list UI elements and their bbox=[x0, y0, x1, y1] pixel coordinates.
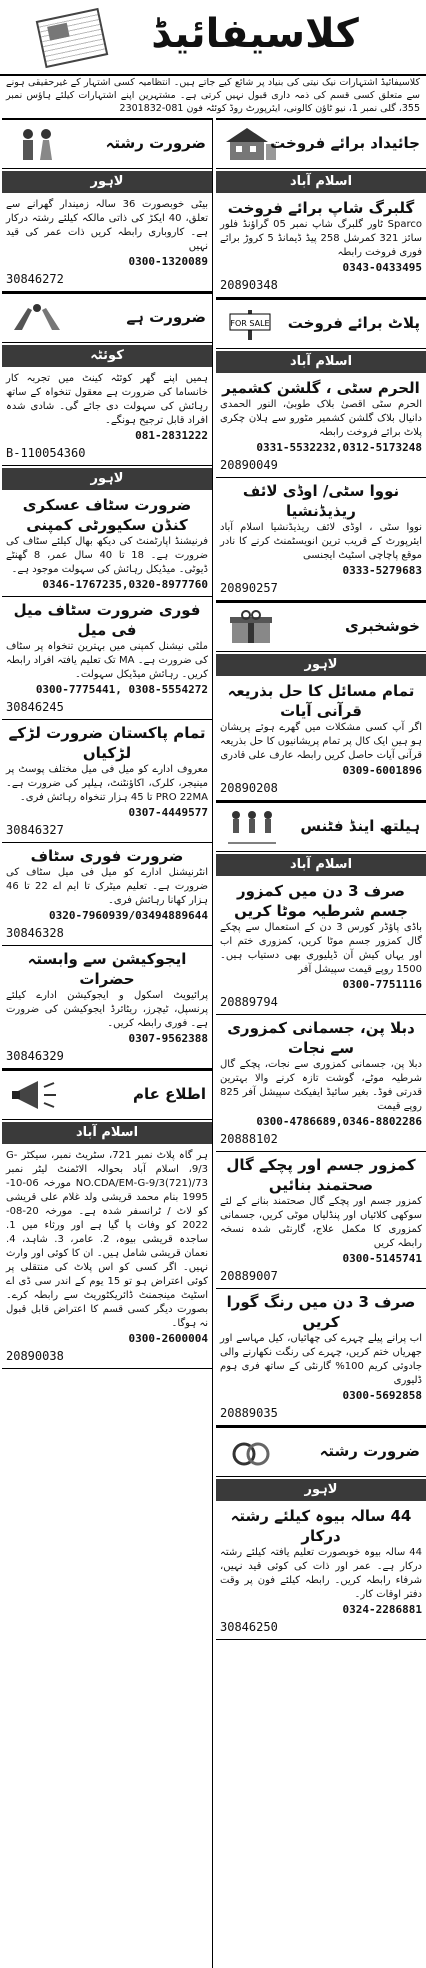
city-bar: اسلام آباد bbox=[216, 854, 426, 876]
ad-phone: 0300-7751116 bbox=[342, 978, 422, 991]
ad-code: 20890348 bbox=[220, 278, 278, 292]
classified-ad bbox=[2, 369, 212, 466]
rings-icon bbox=[222, 1434, 280, 1470]
ad-body: Sparco ٹاور گلبرگ شاپ نمبر 05 گراؤنڈ فلور سائز 321 کمرشل 258 پیڈ ڈیمانڈ 5 کروڑ برائے فوری فروخت رابطہ bbox=[220, 219, 423, 258]
classified-ad bbox=[2, 946, 212, 1069]
section-header bbox=[216, 298, 426, 349]
ad-code: 30846328 bbox=[6, 926, 64, 940]
ad-body: انٹرنیشنل ادارے کو میل فی میل سٹاف کی ضرورت ہے۔ تعلیم میٹرک تا ایم اے 22 تا 46 ہزار کھانا رہائش فری۔ bbox=[6, 867, 209, 906]
ad-phone: 0324-2286881 bbox=[342, 1603, 422, 1616]
ad-title: ایجوکیشن سے وابستہ حضرات bbox=[27, 950, 187, 988]
classified-ad bbox=[216, 1015, 426, 1152]
section-title: ضرورت رشتہ bbox=[105, 134, 206, 152]
ad-phone: 0300-7775441, 0308-5554272 bbox=[35, 683, 208, 696]
classified-ad bbox=[216, 375, 426, 478]
disclaimer-notice: کلاسیفائیڈ اشتہارات نیک نیتی کی بنیاد پر شائع کیے جاتے ہیں۔ انتظامیہ کسی اشتہار کے غیرحقیقی ہونے سے متعلق کسی قسم کی ذمہ داری قبول نہیں کرتی ہے۔ مشتہرین اپنے اشتہارات کیلئے ہاؤس نمبر 355، گلی نمبر 1، نیو ٹاؤن کالونی، ایئرپورٹ روڈ کوئٹہ فون 081-2301832 bbox=[6, 77, 420, 114]
ad-title: صرف 3 دن میں رنگ گورا کریں bbox=[226, 1293, 416, 1331]
ad-phone: 0343-0433495 bbox=[342, 261, 422, 274]
ad-title: نووا سٹی/ اوڈی لائف ریذیڈنشیا bbox=[242, 482, 400, 520]
ad-body: پرائیویٹ اسکول و ایجوکیشن ادارے کیلئے پرنسپل، ٹیچرز، ریٹائرڈ ایجوکیشن کی ضرورت ہے۔ فوری رابطہ کریں۔ bbox=[6, 990, 208, 1029]
ad-body: کمزور جسم اور پچکے گال صحتمند بنانے کے لئے سوکھی کلائیاں اور پنڈلیاں موٹی کریں، جسمانی کمزوری کا مکمل علاج، گارنٹی شدہ نسخہ رابطہ کریں bbox=[220, 1196, 422, 1249]
page-title: کلاسیفائیڈ bbox=[151, 11, 359, 57]
city-bar: کوئٹہ bbox=[2, 345, 212, 367]
city-bar: لاہور bbox=[216, 1479, 426, 1501]
city-bar: اسلام آباد bbox=[2, 1122, 212, 1144]
ad-code: 20890038 bbox=[6, 1349, 64, 1363]
ad-body: نووا سٹی ، اوڈی لائف ریذیڈنشیا اسلام آباد ایئرپورٹ کے قریب ترین انویسٹمنٹ کرنے کا نادر موقع پاچاچی اسٹیٹ ایجنسی bbox=[220, 522, 422, 561]
ad-phone: 081-2831222 bbox=[135, 429, 208, 442]
right-column bbox=[216, 118, 426, 1968]
left-column bbox=[2, 118, 212, 1968]
ad-body: اگر آپ کسی مشکلات میں گھرے ہوئے پریشان ہو ہیں ایک کال پر تمام پریشانیوں کا حل بذریعہ قرآنی آیات حاصل کریں رابطہ عارف علی قادری bbox=[220, 722, 422, 761]
ad-title: کمزور جسم اور پچکے گال صحتمند بنائیں bbox=[226, 1156, 416, 1194]
ad-phone: 0300-5692858 bbox=[342, 1389, 422, 1402]
section-title: خوشخبری bbox=[345, 617, 420, 635]
section-header bbox=[216, 118, 426, 169]
section-header bbox=[2, 118, 212, 169]
ad-code: 20890049 bbox=[220, 458, 278, 472]
ad-code: 20888102 bbox=[220, 1132, 278, 1146]
ad-title: دبلا پن، جسمانی کمزوری سے نجات bbox=[227, 1019, 415, 1057]
section-header bbox=[2, 292, 212, 343]
classified-ad bbox=[216, 195, 426, 298]
ad-phone: 0300-5145741 bbox=[342, 1252, 422, 1265]
for-sale-sign-icon bbox=[222, 306, 280, 342]
section-header bbox=[216, 801, 426, 852]
ad-title: تمام مسائل کا حل بذریعہ قرآنی آیات bbox=[227, 682, 415, 720]
city-bar: لاہور bbox=[216, 654, 426, 676]
ad-title: تمام پاکستان ضرورت لڑکے لڑکیاں bbox=[8, 724, 206, 762]
ad-body: الحرم سٹی اقصیٰ بلاک طوبیٰ، النور الحمدی دانیال بلاک گلشن کشمیر مٹورو سے ہلان چکری پلاٹ برائے فروخت رابطہ bbox=[220, 399, 422, 438]
section-title: اطلاع عام bbox=[132, 1085, 206, 1103]
ad-body: باڈی پاؤڈر کورس 3 دن کے استعمال سے پچکے گال کمزور جسم موٹا کریں، کمزوری ختم اب اور یہاں کیش آن ڈیلیوری بھی دستیاب ہیں۔ 1500 روپے قیمت سپیشل آفر bbox=[220, 922, 422, 975]
ad-title: ضرورت سٹاف عسکری کنڈن سکیورٹی کمپنی bbox=[22, 496, 192, 534]
city-bar: اسلام آباد bbox=[216, 171, 426, 193]
section-header bbox=[216, 1426, 426, 1477]
classified-ad bbox=[216, 1152, 426, 1289]
hands-icon bbox=[8, 300, 66, 336]
megaphone-icon bbox=[8, 1077, 66, 1113]
ad-phone: 0307-9562388 bbox=[128, 1032, 208, 1045]
fitness-people-icon bbox=[222, 809, 280, 845]
ad-title: 44 سالہ بیوہ کیلئے رشتہ درکار bbox=[230, 1507, 412, 1545]
classified-ad bbox=[216, 1503, 426, 1640]
ad-title: ضرورت فوری سٹاف bbox=[30, 847, 184, 865]
ad-body: 44 سالہ بیوہ خوبصورت تعلیم یافتہ کیلئے رشتہ درکار ہے۔ عمر اور ذات کی کوئی قید نہیں، شرفاء رابطہ کریں۔ رابطہ کیلئے فون پر وقت دفتر اوقات کار۔ bbox=[220, 1547, 422, 1600]
ad-title: فوری ضرورت سٹاف میل فی میل bbox=[13, 601, 201, 639]
couple-icon bbox=[8, 126, 66, 162]
page-header bbox=[0, 0, 426, 76]
classified-ad bbox=[2, 492, 212, 597]
ad-body: فرنیشنڈ اپارٹمنٹ کی دیکھ بھال کیلئے سٹاف کی ضرورت ہے۔ 18 تا 40 سال عمر، 8 گھنٹے ڈیوٹی۔ میڈیکل رہائش کی سہولت موجود ہے۔ bbox=[6, 536, 208, 575]
gift-box-icon bbox=[222, 609, 280, 645]
classified-ad bbox=[2, 597, 212, 720]
section-header bbox=[2, 1069, 212, 1120]
classified-ad bbox=[2, 195, 212, 292]
ad-code: 20889794 bbox=[220, 995, 278, 1009]
city-bar: لاہور bbox=[2, 171, 212, 193]
ad-phone: 0346-1767235,0320-8977760 bbox=[42, 578, 208, 591]
ad-code: 30846329 bbox=[6, 1049, 64, 1063]
svg-text:FOR SALE: FOR SALE bbox=[230, 319, 270, 328]
ad-code: 20889007 bbox=[220, 1269, 278, 1283]
ad-phone: 0300-1320089 bbox=[128, 255, 208, 268]
classified-ad bbox=[216, 1289, 426, 1426]
classified-ad bbox=[2, 720, 212, 843]
ad-phone: 0331-5532232,0312-5173248 bbox=[256, 441, 422, 454]
section-title: ضرورت ہے bbox=[126, 308, 206, 326]
classified-ad bbox=[2, 843, 212, 946]
ad-phone: 0333-5279683 bbox=[342, 564, 422, 577]
classified-ad bbox=[216, 678, 426, 801]
classified-ad bbox=[2, 1146, 212, 1369]
ad-title: گلبرگ شاپ برائے فروخت bbox=[227, 199, 415, 217]
ad-body: دبلا پن، جسمانی کمزوری سے نجات، پچکے گال شرطیہ موٹے، گوشت تازہ کرنے والا بہترین قدرتی فوڈ۔ بغیر سائیڈ ایفیکٹ سپیشل آفر 825 روپے قیمت bbox=[220, 1059, 422, 1112]
section-title: ضرورت رشتہ bbox=[319, 1442, 420, 1460]
ad-code: B-110054360 bbox=[6, 446, 86, 460]
section-title: جائیداد برائے فروخت bbox=[270, 134, 420, 152]
ad-phone: 0307-4449577 bbox=[128, 806, 208, 819]
ad-body: اب پرانے پیلے چہرے کی چھائیاں، کیل مہاسے اور جھریاں ختم کریں، چہرے کی رنگت نکھارنے والی جادوئی کریم 100% گارنٹی کے ساتھ فری ہوم ڈلیوری bbox=[220, 1333, 422, 1386]
section-header bbox=[216, 601, 426, 652]
ad-body: ہمیں اپنے گھر کوئٹہ کینٹ میں تجربہ کار خانساما کی ضرورت ہے معقول تنخواہ کے ساتھ رہائش کی سہولت دی جائے گی۔ شادی شدہ افراد قابل ترجیح ہونگے۔ bbox=[6, 373, 208, 426]
ad-code: 20890208 bbox=[220, 781, 278, 795]
ad-code: 20889035 bbox=[220, 1406, 278, 1420]
ad-code: 30846272 bbox=[6, 272, 64, 286]
ad-code: 30846245 bbox=[6, 700, 64, 714]
ad-code: 30846250 bbox=[220, 1620, 278, 1634]
ad-code: 20890257 bbox=[220, 581, 278, 595]
ad-phone: 0309-6001896 bbox=[342, 764, 422, 777]
city-bar: لاہور bbox=[2, 468, 212, 490]
ad-code: 30846327 bbox=[6, 823, 64, 837]
ad-phone: 0300-2600004 bbox=[128, 1332, 208, 1345]
section-title: پلاٹ برائے فروخت bbox=[287, 314, 420, 332]
ad-phone: 0300-4786689,0346-8802286 bbox=[256, 1115, 422, 1128]
ad-body: بیٹی خوبصورت 36 سالہ زمیندار گھرانے سے تعلق، 40 ایکڑ کی ذاتی مالکہ کیلئے رشتہ درکار ہے۔ کاروباری رابطہ کریں ذات عمر کی قید نہیں bbox=[6, 199, 208, 252]
ad-body: ہر گاہ پلاٹ نمبر 721، سٹریٹ نمبر، سیکٹر G-9/3، اسلام آباد بحوالہ الاٹمنٹ لیٹر نمبر NO.CDA/EM-G-9/3(721)/73 مورخہ 06-10-1995 بنام محمد قریشی ولد غلام علی قریشی کو لاٹ / ٹرانسفر شدہ ہے۔ مورخہ 20-08-2022 کو وفات پا گیا ہے اور ورثاء میں 1. ساجدہ قریشی بیوہ، 2. عامر، 3. شاہد، 4. نعمان قریشی شامل ہیں۔ ان کا کوئی اور وارث نہیں۔ اگر کسی کو اس پلاٹ کی منتقلی پر کوئی اعتراض ہو تو 15 یوم کے اندر سی ڈی اے اسٹیٹ مینجمنٹ ڈائریکٹوریٹ سے رابطہ کرے۔ بصورت دیگر کسی قسم کا اعتراض قابل قبول نہ ہوگا۔ bbox=[6, 1150, 208, 1329]
classified-ad bbox=[216, 478, 426, 601]
columns bbox=[0, 118, 426, 1968]
classified-ad bbox=[216, 878, 426, 1015]
newspaper-icon bbox=[36, 8, 109, 68]
ad-title: الحرم سٹی ، گلشن کشمیر bbox=[222, 379, 420, 397]
ad-body: معروف ادارے کو میل فی میل مختلف پوسٹ پر مینیجر، کلرک، اکاؤنٹنٹ، ہیلپر کی ضرورت ہے۔ PRO 22MA تا 45 ہزار تنخواہ رہائش فری۔ bbox=[6, 764, 208, 803]
city-bar: اسلام آباد bbox=[216, 351, 426, 373]
section-title: ہیلتھ اینڈ فٹنس bbox=[300, 817, 420, 835]
ad-title: صرف 3 دن میں کمزور جسم شرطیہ موٹا کریں bbox=[234, 882, 408, 920]
ad-body: ملٹی نیشنل کمپنی میں بہترین تنخواہ پر سٹاف کی ضرورت ہے۔ MA تک تعلیم یافتہ افراد رابطہ کریں۔ رہائش میڈیکل سہولت۔ bbox=[6, 641, 208, 680]
ad-phone: 0320-7960939/03494889644 bbox=[49, 909, 208, 922]
